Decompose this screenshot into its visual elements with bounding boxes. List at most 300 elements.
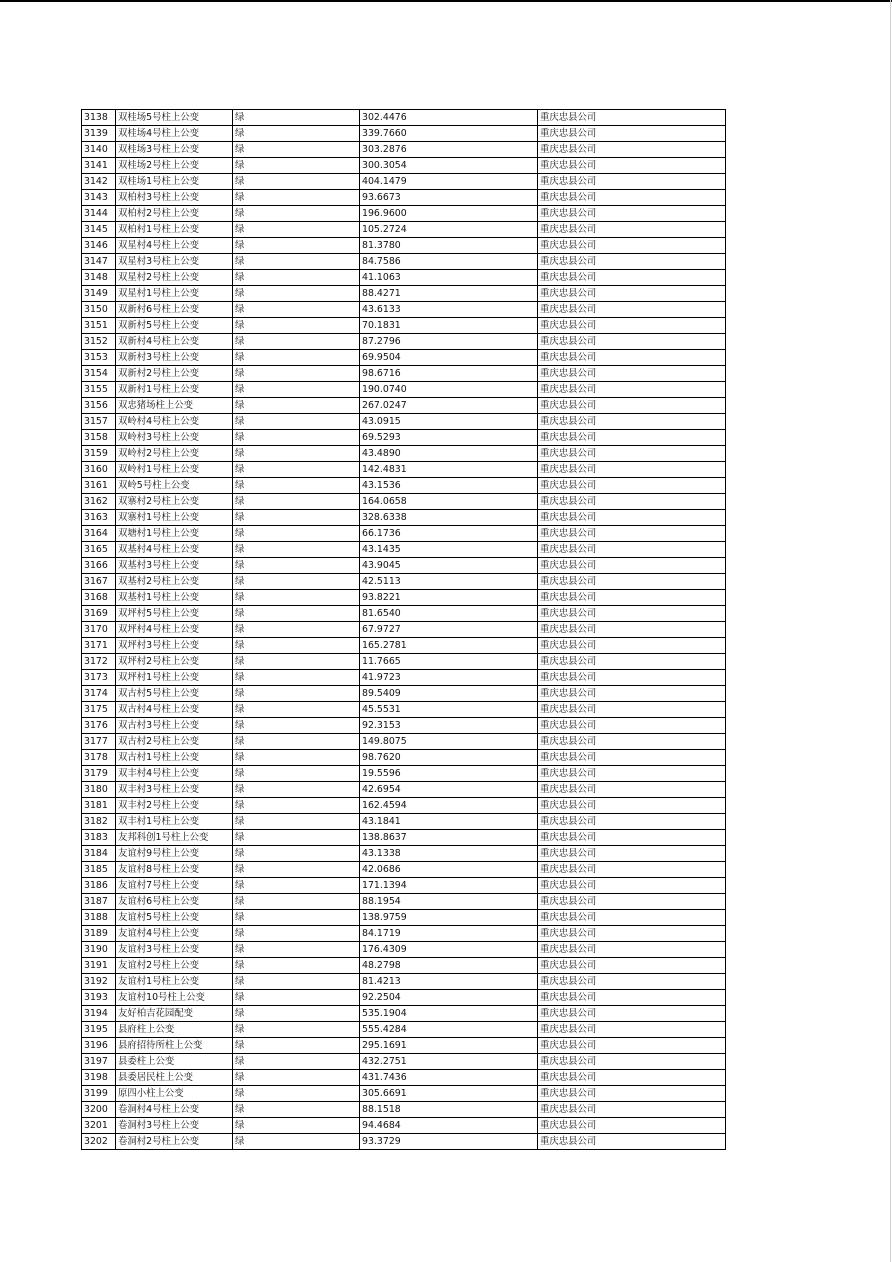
value-cell: 69.9504 [360, 350, 538, 366]
company-cell: 重庆忠县公司 [538, 158, 726, 174]
station-name-cell: 双新村2号柱上公变 [116, 366, 233, 382]
company-cell: 重庆忠县公司 [538, 398, 726, 414]
company-cell: 重庆忠县公司 [538, 1038, 726, 1054]
value-cell: 142.4831 [360, 462, 538, 478]
table-row [82, 782, 726, 798]
value-cell: 404.1479 [360, 174, 538, 190]
company-cell: 重庆忠县公司 [538, 190, 726, 206]
status-color-cell: 绿 [233, 510, 360, 526]
row-number-cell: 3165 [82, 542, 116, 558]
value-cell: 165.2781 [360, 638, 538, 654]
table-row [82, 1054, 726, 1070]
value-cell: 303.2876 [360, 142, 538, 158]
table-row [82, 606, 726, 622]
company-cell: 重庆忠县公司 [538, 542, 726, 558]
value-cell: 81.4213 [360, 974, 538, 990]
station-name-cell: 双星村4号柱上公变 [116, 238, 233, 254]
value-cell: 42.6954 [360, 782, 538, 798]
table-row [82, 318, 726, 334]
station-name-cell: 县委柱上公变 [116, 1054, 233, 1070]
row-number-cell: 3149 [82, 286, 116, 302]
table-body [82, 110, 726, 1150]
company-cell: 重庆忠县公司 [538, 478, 726, 494]
status-color-cell: 绿 [233, 558, 360, 574]
row-number-cell: 3152 [82, 334, 116, 350]
company-cell: 重庆忠县公司 [538, 494, 726, 510]
station-name-cell: 双基村1号柱上公变 [116, 590, 233, 606]
station-name-cell: 友谊村3号柱上公变 [116, 942, 233, 958]
row-number-cell: 3156 [82, 398, 116, 414]
row-number-cell: 3157 [82, 414, 116, 430]
station-name-cell: 双古村5号柱上公变 [116, 686, 233, 702]
station-name-cell: 县府招待所柱上公变 [116, 1038, 233, 1054]
company-cell: 重庆忠县公司 [538, 926, 726, 942]
value-cell: 138.8637 [360, 830, 538, 846]
company-cell: 重庆忠县公司 [538, 814, 726, 830]
status-color-cell: 绿 [233, 542, 360, 558]
company-cell: 重庆忠县公司 [538, 638, 726, 654]
row-number-cell: 3199 [82, 1086, 116, 1102]
status-color-cell: 绿 [233, 334, 360, 350]
station-name-cell: 卷洞村2号柱上公变 [116, 1134, 233, 1150]
status-color-cell: 绿 [233, 750, 360, 766]
value-cell: 69.5293 [360, 430, 538, 446]
value-cell: 43.1841 [360, 814, 538, 830]
status-color-cell: 绿 [233, 350, 360, 366]
value-cell: 300.3054 [360, 158, 538, 174]
company-cell: 重庆忠县公司 [538, 1102, 726, 1118]
status-color-cell: 绿 [233, 254, 360, 270]
company-cell: 重庆忠县公司 [538, 1086, 726, 1102]
station-name-cell: 双古村1号柱上公变 [116, 750, 233, 766]
table-row [82, 350, 726, 366]
table-row [82, 1038, 726, 1054]
station-name-cell: 双坪村4号柱上公变 [116, 622, 233, 638]
row-number-cell: 3144 [82, 206, 116, 222]
status-color-cell: 绿 [233, 222, 360, 238]
station-name-cell: 双新村1号柱上公变 [116, 382, 233, 398]
value-cell: 19.5596 [360, 766, 538, 782]
status-color-cell: 绿 [233, 158, 360, 174]
company-cell: 重庆忠县公司 [538, 302, 726, 318]
table-row [82, 990, 726, 1006]
station-name-cell: 双塘村1号柱上公变 [116, 526, 233, 542]
table-row [82, 222, 726, 238]
station-name-cell: 友邦科创1号柱上公变 [116, 830, 233, 846]
status-color-cell: 绿 [233, 238, 360, 254]
company-cell: 重庆忠县公司 [538, 1054, 726, 1070]
table-row [82, 542, 726, 558]
company-cell: 重庆忠县公司 [538, 606, 726, 622]
row-number-cell: 3174 [82, 686, 116, 702]
value-cell: 302.4476 [360, 110, 538, 126]
station-name-cell: 双岭5号柱上公变 [116, 478, 233, 494]
status-color-cell: 绿 [233, 462, 360, 478]
company-cell: 重庆忠县公司 [538, 766, 726, 782]
table-row [82, 814, 726, 830]
row-number-cell: 3168 [82, 590, 116, 606]
station-name-cell: 双丰村1号柱上公变 [116, 814, 233, 830]
station-name-cell: 双坪村5号柱上公变 [116, 606, 233, 622]
company-cell: 重庆忠县公司 [538, 142, 726, 158]
table-row [82, 622, 726, 638]
value-cell: 41.9723 [360, 670, 538, 686]
table-row [82, 1006, 726, 1022]
table-row [82, 142, 726, 158]
company-cell: 重庆忠县公司 [538, 1006, 726, 1022]
row-number-cell: 3142 [82, 174, 116, 190]
value-cell: 88.1518 [360, 1102, 538, 1118]
station-name-cell: 县府柱上公变 [116, 1022, 233, 1038]
table-row [82, 750, 726, 766]
table-row [82, 878, 726, 894]
station-name-cell: 双桂场5号柱上公变 [116, 110, 233, 126]
value-cell: 295.1691 [360, 1038, 538, 1054]
value-cell: 43.1338 [360, 846, 538, 862]
table-row [82, 910, 726, 926]
station-name-cell: 原四小柱上公变 [116, 1086, 233, 1102]
company-cell: 重庆忠县公司 [538, 654, 726, 670]
company-cell: 重庆忠县公司 [538, 1134, 726, 1150]
row-number-cell: 3180 [82, 782, 116, 798]
company-cell: 重庆忠县公司 [538, 414, 726, 430]
station-name-cell: 双星村2号柱上公变 [116, 270, 233, 286]
company-cell: 重庆忠县公司 [538, 1022, 726, 1038]
row-number-cell: 3138 [82, 110, 116, 126]
row-number-cell: 3143 [82, 190, 116, 206]
row-number-cell: 3200 [82, 1102, 116, 1118]
status-color-cell: 绿 [233, 414, 360, 430]
status-color-cell: 绿 [233, 814, 360, 830]
table-row [82, 1086, 726, 1102]
value-cell: 43.1536 [360, 478, 538, 494]
table-row [82, 238, 726, 254]
value-cell: 555.4284 [360, 1022, 538, 1038]
company-cell: 重庆忠县公司 [538, 622, 726, 638]
company-cell: 重庆忠县公司 [538, 526, 726, 542]
station-name-cell: 双星村3号柱上公变 [116, 254, 233, 270]
value-cell: 66.1736 [360, 526, 538, 542]
status-color-cell: 绿 [233, 174, 360, 190]
station-name-cell: 友谊村10号柱上公变 [116, 990, 233, 1006]
station-name-cell: 双寨村1号柱上公变 [116, 510, 233, 526]
status-color-cell: 绿 [233, 398, 360, 414]
table-row [82, 718, 726, 734]
station-name-cell: 友好柏吉花园配变 [116, 1006, 233, 1022]
row-number-cell: 3158 [82, 430, 116, 446]
station-name-cell: 友谊村4号柱上公变 [116, 926, 233, 942]
value-cell: 171.1394 [360, 878, 538, 894]
row-number-cell: 3140 [82, 142, 116, 158]
status-color-cell: 绿 [233, 638, 360, 654]
company-cell: 重庆忠县公司 [538, 894, 726, 910]
station-name-cell: 双岭村3号柱上公变 [116, 430, 233, 446]
table-row [82, 190, 726, 206]
table-row [82, 286, 726, 302]
table-row [82, 558, 726, 574]
company-cell: 重庆忠县公司 [538, 334, 726, 350]
row-number-cell: 3167 [82, 574, 116, 590]
table-row [82, 846, 726, 862]
company-cell: 重庆忠县公司 [538, 254, 726, 270]
station-name-cell: 友谊村8号柱上公变 [116, 862, 233, 878]
value-cell: 67.9727 [360, 622, 538, 638]
row-number-cell: 3145 [82, 222, 116, 238]
value-cell: 93.3729 [360, 1134, 538, 1150]
status-color-cell: 绿 [233, 1070, 360, 1086]
row-number-cell: 3155 [82, 382, 116, 398]
status-color-cell: 绿 [233, 430, 360, 446]
table-row [82, 398, 726, 414]
table-row [82, 430, 726, 446]
station-name-cell: 双丰村2号柱上公变 [116, 798, 233, 814]
table-row [82, 270, 726, 286]
row-number-cell: 3147 [82, 254, 116, 270]
company-cell: 重庆忠县公司 [538, 686, 726, 702]
station-name-cell: 卷洞村4号柱上公变 [116, 1102, 233, 1118]
value-cell: 149.8075 [360, 734, 538, 750]
table-row [82, 334, 726, 350]
company-cell: 重庆忠县公司 [538, 174, 726, 190]
row-number-cell: 3175 [82, 702, 116, 718]
company-cell: 重庆忠县公司 [538, 750, 726, 766]
value-cell: 190.0740 [360, 382, 538, 398]
company-cell: 重庆忠县公司 [538, 126, 726, 142]
table-row [82, 702, 726, 718]
status-color-cell: 绿 [233, 862, 360, 878]
company-cell: 重庆忠县公司 [538, 574, 726, 590]
station-name-cell: 双桂场3号柱上公变 [116, 142, 233, 158]
table-row [82, 206, 726, 222]
table-row [82, 254, 726, 270]
status-color-cell: 绿 [233, 782, 360, 798]
status-color-cell: 绿 [233, 1134, 360, 1150]
row-number-cell: 3176 [82, 718, 116, 734]
table-row [82, 126, 726, 142]
row-number-cell: 3193 [82, 990, 116, 1006]
status-color-cell: 绿 [233, 926, 360, 942]
station-name-cell: 双柏村2号柱上公变 [116, 206, 233, 222]
value-cell: 11.7665 [360, 654, 538, 670]
status-color-cell: 绿 [233, 142, 360, 158]
value-cell: 535.1904 [360, 1006, 538, 1022]
company-cell: 重庆忠县公司 [538, 942, 726, 958]
company-cell: 重庆忠县公司 [538, 318, 726, 334]
station-name-cell: 双新村3号柱上公变 [116, 350, 233, 366]
table-row [82, 478, 726, 494]
value-cell: 43.4890 [360, 446, 538, 462]
status-color-cell: 绿 [233, 478, 360, 494]
status-color-cell: 绿 [233, 302, 360, 318]
status-color-cell: 绿 [233, 686, 360, 702]
company-cell: 重庆忠县公司 [538, 382, 726, 398]
status-color-cell: 绿 [233, 1022, 360, 1038]
table-row [82, 526, 726, 542]
company-cell: 重庆忠县公司 [538, 1070, 726, 1086]
row-number-cell: 3178 [82, 750, 116, 766]
page-top-border [0, 0, 892, 2]
value-cell: 84.1719 [360, 926, 538, 942]
value-cell: 105.2724 [360, 222, 538, 238]
value-cell: 98.7620 [360, 750, 538, 766]
table-row [82, 174, 726, 190]
company-cell: 重庆忠县公司 [538, 238, 726, 254]
status-color-cell: 绿 [233, 574, 360, 590]
status-color-cell: 绿 [233, 718, 360, 734]
row-number-cell: 3184 [82, 846, 116, 862]
company-cell: 重庆忠县公司 [538, 670, 726, 686]
row-number-cell: 3195 [82, 1022, 116, 1038]
table-row [82, 1134, 726, 1150]
row-number-cell: 3202 [82, 1134, 116, 1150]
table-row [82, 414, 726, 430]
row-number-cell: 3198 [82, 1070, 116, 1086]
status-color-cell: 绿 [233, 670, 360, 686]
company-cell: 重庆忠县公司 [538, 1118, 726, 1134]
table-row [82, 446, 726, 462]
status-color-cell: 绿 [233, 590, 360, 606]
status-color-cell: 绿 [233, 270, 360, 286]
value-cell: 94.4684 [360, 1118, 538, 1134]
value-cell: 48.2798 [360, 958, 538, 974]
row-number-cell: 3191 [82, 958, 116, 974]
value-cell: 176.4309 [360, 942, 538, 958]
value-cell: 87.2796 [360, 334, 538, 350]
value-cell: 328.6338 [360, 510, 538, 526]
row-number-cell: 3173 [82, 670, 116, 686]
table-row [82, 670, 726, 686]
status-color-cell: 绿 [233, 654, 360, 670]
table-row [82, 574, 726, 590]
page-right-edge [890, 0, 891, 1262]
table-row [82, 110, 726, 126]
station-name-cell: 双基村4号柱上公变 [116, 542, 233, 558]
status-color-cell: 绿 [233, 190, 360, 206]
row-number-cell: 3162 [82, 494, 116, 510]
status-color-cell: 绿 [233, 526, 360, 542]
station-name-cell: 双坪村3号柱上公变 [116, 638, 233, 654]
status-color-cell: 绿 [233, 606, 360, 622]
value-cell: 81.6540 [360, 606, 538, 622]
table-row [82, 1070, 726, 1086]
status-color-cell: 绿 [233, 366, 360, 382]
value-cell: 305.6691 [360, 1086, 538, 1102]
row-number-cell: 3182 [82, 814, 116, 830]
status-color-cell: 绿 [233, 446, 360, 462]
status-color-cell: 绿 [233, 126, 360, 142]
value-cell: 92.2504 [360, 990, 538, 1006]
station-name-cell: 双桂场1号柱上公变 [116, 174, 233, 190]
status-color-cell: 绿 [233, 830, 360, 846]
station-name-cell: 双柏村1号柱上公变 [116, 222, 233, 238]
company-cell: 重庆忠县公司 [538, 974, 726, 990]
table-row [82, 1102, 726, 1118]
row-number-cell: 3196 [82, 1038, 116, 1054]
station-name-cell: 双新村5号柱上公变 [116, 318, 233, 334]
table-row [82, 158, 726, 174]
status-color-cell: 绿 [233, 910, 360, 926]
station-name-cell: 友谊村2号柱上公变 [116, 958, 233, 974]
status-color-cell: 绿 [233, 702, 360, 718]
status-color-cell: 绿 [233, 942, 360, 958]
company-cell: 重庆忠县公司 [538, 878, 726, 894]
table-row [82, 974, 726, 990]
station-name-cell: 双星村1号柱上公变 [116, 286, 233, 302]
company-cell: 重庆忠县公司 [538, 462, 726, 478]
company-cell: 重庆忠县公司 [538, 366, 726, 382]
station-name-cell: 双古村4号柱上公变 [116, 702, 233, 718]
station-name-cell: 卷洞村3号柱上公变 [116, 1118, 233, 1134]
station-name-cell: 双新村6号柱上公变 [116, 302, 233, 318]
status-color-cell: 绿 [233, 734, 360, 750]
value-cell: 162.4594 [360, 798, 538, 814]
company-cell: 重庆忠县公司 [538, 590, 726, 606]
value-cell: 431.7436 [360, 1070, 538, 1086]
station-name-cell: 双基村3号柱上公变 [116, 558, 233, 574]
company-cell: 重庆忠县公司 [538, 734, 726, 750]
value-cell: 339.7660 [360, 126, 538, 142]
company-cell: 重庆忠县公司 [538, 270, 726, 286]
station-name-cell: 双岭村2号柱上公变 [116, 446, 233, 462]
table-row [82, 1118, 726, 1134]
row-number-cell: 3179 [82, 766, 116, 782]
station-name-cell: 双基村2号柱上公变 [116, 574, 233, 590]
table-row [82, 862, 726, 878]
company-cell: 重庆忠县公司 [538, 782, 726, 798]
row-number-cell: 3190 [82, 942, 116, 958]
row-number-cell: 3150 [82, 302, 116, 318]
status-color-cell: 绿 [233, 622, 360, 638]
row-number-cell: 3177 [82, 734, 116, 750]
company-cell: 重庆忠县公司 [538, 446, 726, 462]
station-name-cell: 双丰村3号柱上公变 [116, 782, 233, 798]
company-cell: 重庆忠县公司 [538, 206, 726, 222]
status-color-cell: 绿 [233, 1038, 360, 1054]
station-name-cell: 双柏村3号柱上公变 [116, 190, 233, 206]
company-cell: 重庆忠县公司 [538, 846, 726, 862]
data-table [81, 109, 726, 1150]
table-row [82, 590, 726, 606]
row-number-cell: 3197 [82, 1054, 116, 1070]
value-cell: 267.0247 [360, 398, 538, 414]
station-name-cell: 友谊村5号柱上公变 [116, 910, 233, 926]
status-color-cell: 绿 [233, 1054, 360, 1070]
status-color-cell: 绿 [233, 382, 360, 398]
table-row [82, 510, 726, 526]
table-row [82, 798, 726, 814]
table-row [82, 926, 726, 942]
row-number-cell: 3186 [82, 878, 116, 894]
row-number-cell: 3181 [82, 798, 116, 814]
company-cell: 重庆忠县公司 [538, 430, 726, 446]
table-row [82, 302, 726, 318]
row-number-cell: 3166 [82, 558, 116, 574]
table-row [82, 462, 726, 478]
company-cell: 重庆忠县公司 [538, 510, 726, 526]
row-number-cell: 3148 [82, 270, 116, 286]
row-number-cell: 3172 [82, 654, 116, 670]
value-cell: 138.9759 [360, 910, 538, 926]
station-name-cell: 友谊村1号柱上公变 [116, 974, 233, 990]
station-name-cell: 友谊村7号柱上公变 [116, 878, 233, 894]
station-name-cell: 双新村4号柱上公变 [116, 334, 233, 350]
status-color-cell: 绿 [233, 1086, 360, 1102]
company-cell: 重庆忠县公司 [538, 558, 726, 574]
status-color-cell: 绿 [233, 798, 360, 814]
value-cell: 92.3153 [360, 718, 538, 734]
station-name-cell: 双岭村1号柱上公变 [116, 462, 233, 478]
value-cell: 88.1954 [360, 894, 538, 910]
